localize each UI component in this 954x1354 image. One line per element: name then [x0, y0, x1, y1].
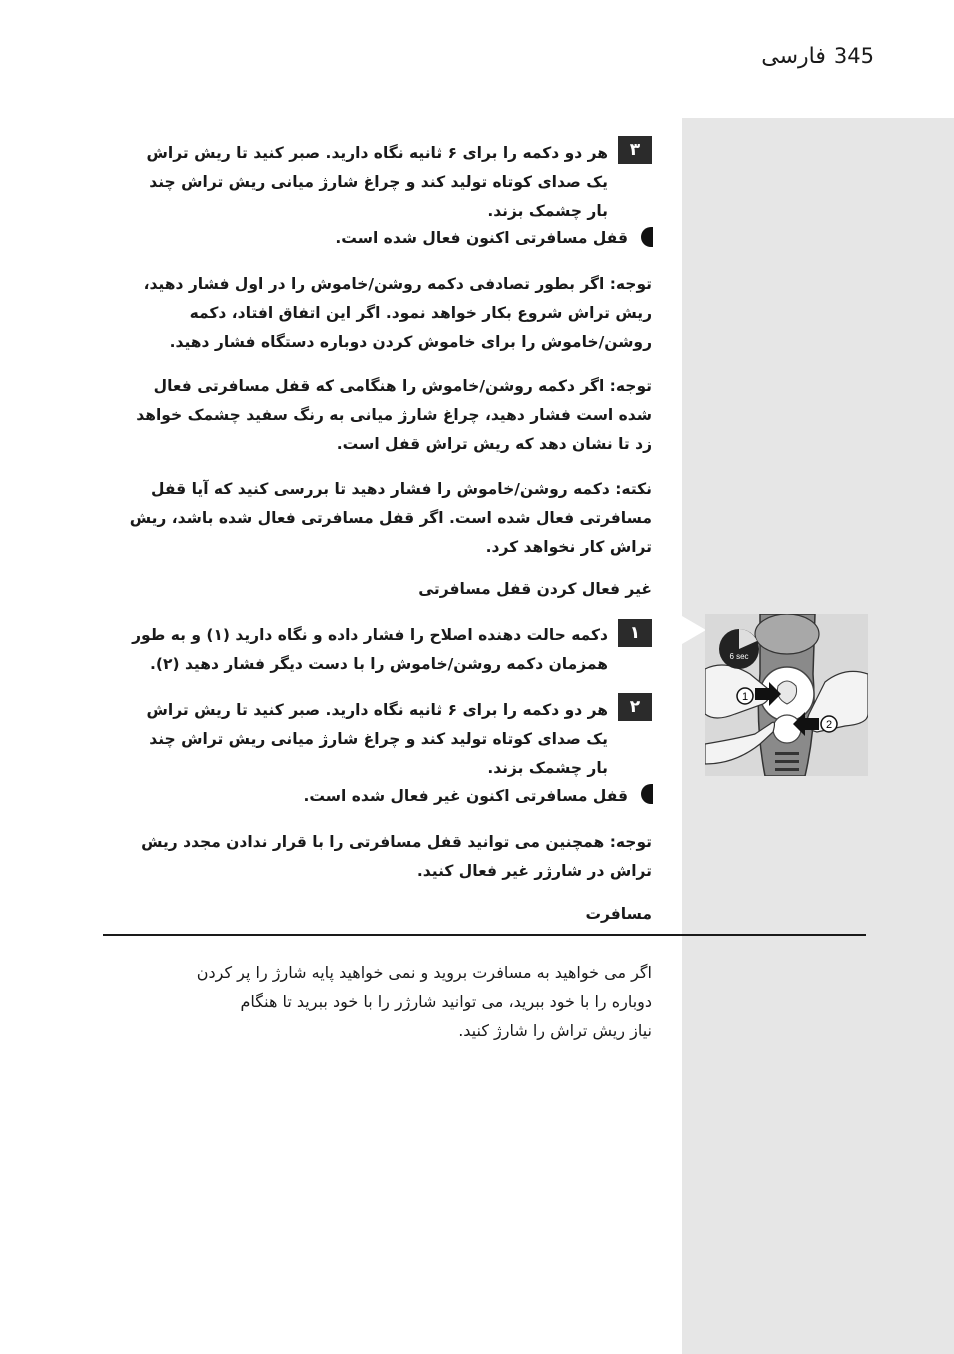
callout-2: 2	[825, 719, 833, 731]
section-divider	[103, 934, 866, 936]
text-line: شده است فشار دهید، چراغ شارژ میانی به رنگ سفید چشمک خواهد	[136, 406, 652, 424]
text-line: روشن/خاموش را برای خاموش کردن دوباره دستگاه فشار دهید.	[169, 333, 652, 351]
step-3-text	[88, 139, 608, 226]
travel-text	[92, 958, 652, 1045]
text-line: بار چشمک بزند.	[487, 759, 608, 777]
text-line: تراش در شارژر غیر فعال کنید.	[416, 862, 652, 880]
text-line: هر دو دکمه را برای ۶ ثانیه نگاه دارید. صبر کنید تا ریش تراش	[146, 144, 608, 162]
text-line: نیاز ریش تراش را شارژ کنید.	[458, 1021, 652, 1040]
deactivate-heading: غیر فعال کردن قفل مسافرتی	[418, 580, 652, 598]
step-1-badge: ۱	[618, 619, 652, 647]
text-line: توجه: اگر بطور تصادفی دکمه روشن/خاموش را در اول فشار دهید،	[143, 275, 652, 293]
text-line: یک صدای کوتاه تولید کند و چراغ شارژ میانی ریش تراش چند	[149, 730, 608, 748]
note-2	[92, 372, 652, 459]
callout-1: 1	[741, 691, 749, 703]
step-2-text	[88, 696, 608, 783]
text-line: دوباره را با خود ببرید، می توانید شارژر را با خود ببرید تا هنگام	[240, 992, 652, 1011]
step-3-badge: ۳	[618, 136, 652, 164]
bullet-icon	[641, 784, 653, 804]
text-line: اگر می خواهید به مسافرت بروید و نمی خواهید پایه شارژ را پر کردن	[196, 963, 652, 982]
travel-heading: مسافرت	[585, 905, 652, 923]
shaver-illustration	[705, 614, 868, 776]
step-2-result: قفل مسافرتی اکنون غیر فعال شده است.	[303, 787, 628, 805]
text-line: نکته: دکمه روشن/خاموش را فشار دهید تا بررسی کنید که آیا قفل	[151, 480, 652, 498]
page-number: 345	[833, 44, 874, 68]
text-line: یک صدای کوتاه تولید کند و چراغ شارژ میانی ریش تراش چند	[149, 173, 608, 191]
pointer-arrow	[682, 616, 706, 644]
step-2-badge: ۲	[618, 693, 652, 721]
text-line: بار چشمک بزند.	[487, 202, 608, 220]
text-line: ریش تراش شروع بکار خواهد نمود. اگر این اتفاق افتاد، دکمه	[189, 304, 652, 322]
bullet-icon	[641, 227, 653, 247]
text-line: تراش کار نخواهد کرد.	[485, 538, 652, 556]
note-1	[92, 270, 652, 357]
tip-note	[92, 475, 652, 562]
timer-label: 6 sec	[729, 652, 749, 661]
text-line: هر دو دکمه را برای ۶ ثانیه نگاه دارید. صبر کنید تا ریش تراش	[146, 701, 608, 719]
text-line: مسافرتی فعال شده است. اگر قفل مسافرتی فعال شده باشد، ریش	[129, 509, 652, 527]
text-line: زد تا نشان دهد که ریش تراش قفل است.	[336, 435, 652, 453]
language-label: فارسی	[761, 44, 826, 69]
text-line: توجه: اگر دکمه روشن/خاموش را هنگامی که قفل مسافرتی فعال	[153, 377, 652, 395]
step-3-result: قفل مسافرتی اکنون فعال شده است.	[335, 229, 628, 247]
text-line: دکمه حالت دهنده اصلاح را فشار داده و نگاه دارید (۱) و به طور	[132, 626, 608, 644]
page-header	[761, 44, 874, 69]
step-1-text	[88, 621, 608, 679]
text-line: توجه: همچنین می توانید قفل مسافرتی را با قرار ندادن مجدد ریش	[141, 833, 652, 851]
note-3	[92, 828, 652, 886]
text-line: همزمان دکمه روشن/خاموش را با دست دیگر فشار دهید (۲).	[150, 655, 608, 673]
